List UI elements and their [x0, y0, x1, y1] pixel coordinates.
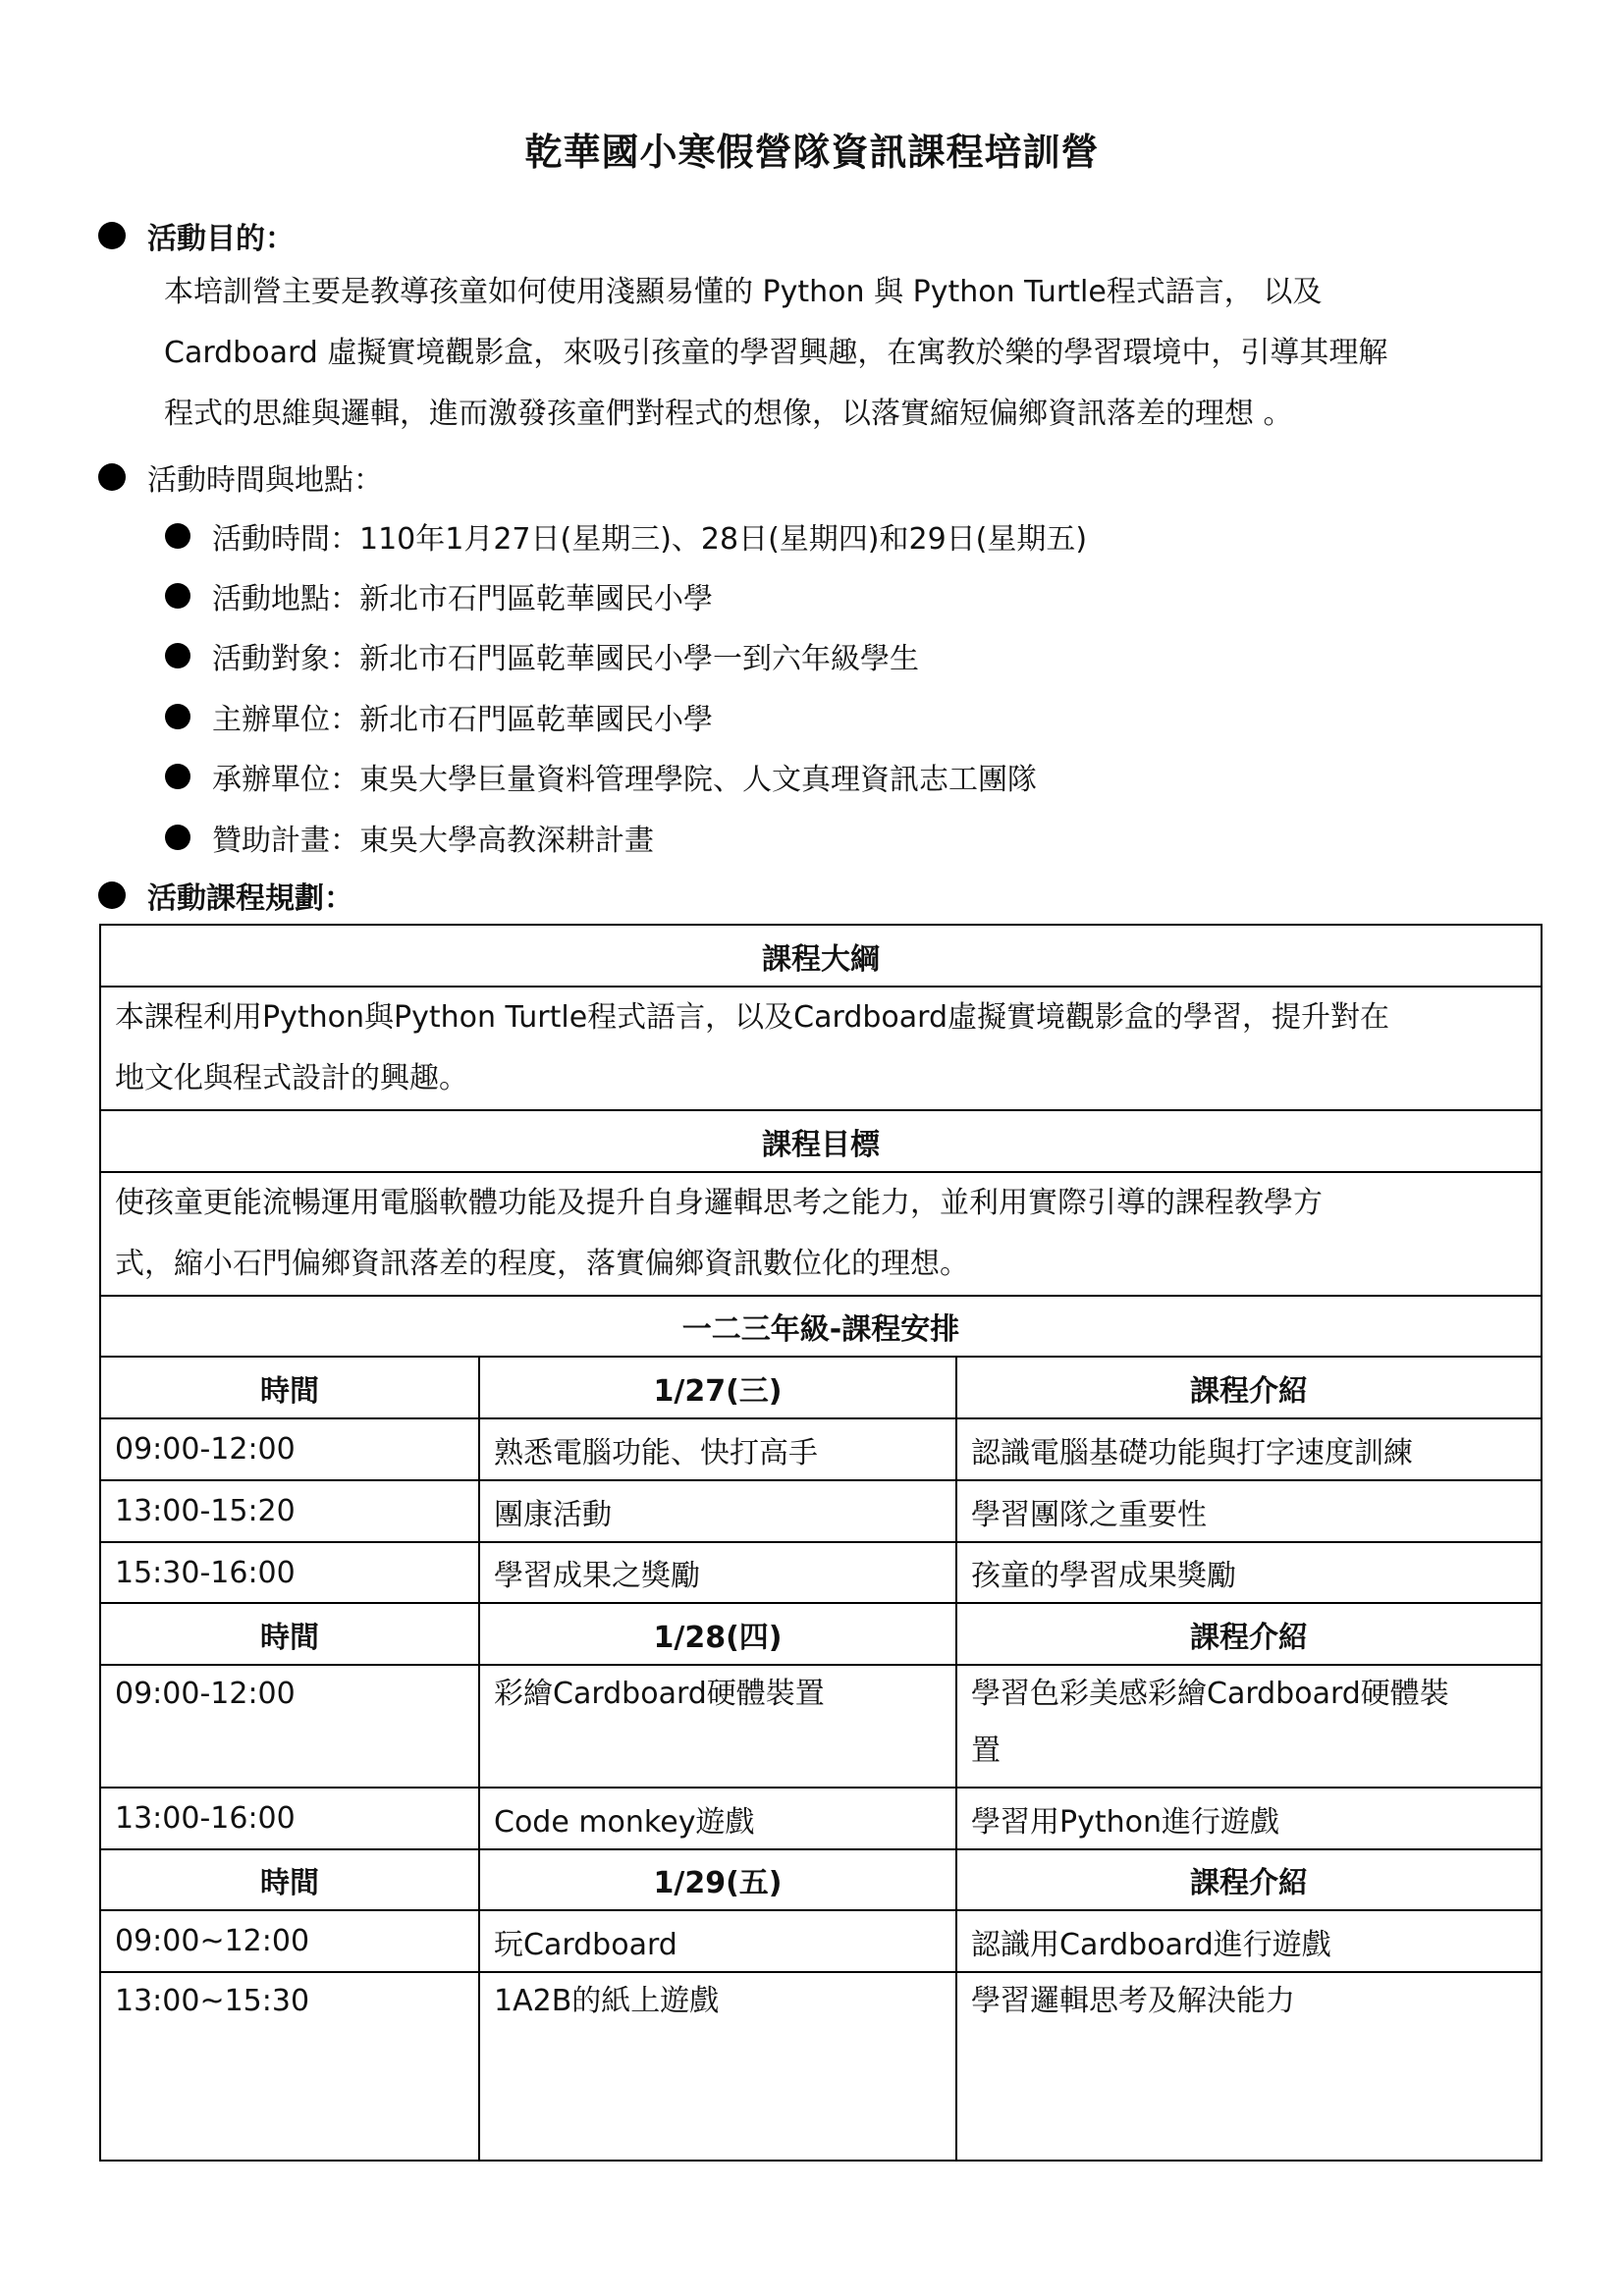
info-item	[165, 626, 1087, 686]
bullet-icon	[165, 643, 190, 668]
cell-activity: 團康活動	[479, 1480, 956, 1542]
cell-time: 13:00-15:20	[100, 1480, 479, 1542]
info-item	[165, 686, 1087, 746]
cell-intro-line: 置	[971, 1734, 1001, 1768]
info-list	[165, 506, 1087, 867]
header-date: 1/28(四)	[479, 1603, 956, 1665]
bullet-icon	[165, 583, 190, 609]
schedule-title: 一二三年級-課程安排	[100, 1296, 1542, 1357]
table-row	[100, 1788, 1542, 1849]
cell-activity: 彩繪Cardboard硬體裝置	[479, 1665, 956, 1788]
cell-time: 09:00-12:00	[100, 1665, 479, 1788]
cell-time: 13:00~15:30	[100, 1972, 479, 2161]
bullet-icon	[165, 825, 190, 850]
info-heading-text: 活動時間與地點：	[147, 463, 383, 498]
header-intro: 課程介紹	[956, 1357, 1542, 1418]
info-item	[165, 565, 1087, 625]
outline-title: 課程大綱	[100, 925, 1542, 987]
info-item-text: 活動地點：新北市石門區乾華國民小學	[212, 582, 713, 617]
cell-time: 15:30-16:00	[100, 1542, 479, 1603]
cell-time: 09:00~12:00	[100, 1910, 479, 1972]
header-time: 時間	[100, 1357, 479, 1418]
cell-activity: 1A2B的紙上遊戲	[479, 1972, 956, 2161]
cell-intro	[956, 1665, 1542, 1788]
info-item-text: 承辦單位：東吳大學巨量資料管理學院、人文真理資訊志工團隊	[212, 763, 1037, 798]
table-header-row	[100, 1849, 1542, 1910]
plan-heading-text: 活動課程規劃：	[147, 881, 353, 916]
table-row	[100, 1910, 1542, 1972]
header-intro: 課程介紹	[956, 1849, 1542, 1910]
cell-intro: 認識用Cardboard進行遊戲	[956, 1910, 1542, 1972]
purpose-heading-text: 活動目的：	[147, 222, 295, 256]
course-table	[99, 924, 1543, 2162]
cell-time: 13:00-16:00	[100, 1788, 479, 1849]
cell-intro: 學習用Python進行遊戲	[956, 1788, 1542, 1849]
info-item	[165, 747, 1087, 807]
table-row	[100, 1542, 1542, 1603]
goal-title: 課程目標	[100, 1110, 1542, 1172]
cell-intro: 認識電腦基礎功能與打字速度訓練	[956, 1418, 1542, 1480]
bullet-icon	[165, 764, 190, 789]
cell-activity: Code monkey遊戲	[479, 1788, 956, 1849]
info-item	[165, 506, 1087, 565]
bullet-icon	[165, 523, 190, 549]
outline-line: 本課程利用Python與Python Turtle程式語言，以及Cardboard虛擬實境觀影盒的學習，提升對在	[115, 1000, 1389, 1035]
header-intro: 課程介紹	[956, 1603, 1542, 1665]
info-heading	[98, 455, 383, 499]
bullet-icon	[165, 704, 190, 729]
cell-time: 09:00-12:00	[100, 1418, 479, 1480]
outline-text	[100, 987, 1542, 1110]
goal-text	[100, 1172, 1542, 1296]
header-date: 1/27(三)	[479, 1357, 956, 1418]
header-date: 1/29(五)	[479, 1849, 956, 1910]
outline-line: 地文化與程式設計的興趣。	[115, 1061, 468, 1095]
table-header-row	[100, 1357, 1542, 1418]
cell-intro: 學習團隊之重要性	[956, 1480, 1542, 1542]
info-item	[165, 807, 1087, 867]
purpose-line: 程式的思維與邏輯，進而激發孩童們對程式的想像，以落實縮短偏鄉資訊落差的理想 。	[164, 397, 1293, 431]
bullet-icon	[98, 463, 126, 491]
info-item-text: 活動時間：110年1月27日(星期三)、28日(星期四)和29日(星期五)	[212, 521, 1088, 557]
cell-intro: 孩童的學習成果獎勵	[956, 1542, 1542, 1603]
bullet-icon	[98, 881, 126, 909]
cell-activity: 學習成果之獎勵	[479, 1542, 956, 1603]
table-row	[100, 1480, 1542, 1542]
cell-activity: 熟悉電腦功能、快打高手	[479, 1418, 956, 1480]
cell-intro: 學習邏輯思考及解決能力	[956, 1972, 1542, 2161]
table-header-row	[100, 1603, 1542, 1665]
info-item-text: 贊助計畫：東吳大學高教深耕計畫	[212, 823, 654, 858]
bullet-icon	[98, 222, 126, 249]
purpose-line: Cardboard 虛擬實境觀影盒，來吸引孩童的學習興趣，在寓教於樂的學習環境中，引導其理解	[164, 336, 1388, 370]
purpose-heading	[98, 214, 295, 257]
cell-activity: 玩Cardboard	[479, 1910, 956, 1972]
header-time: 時間	[100, 1849, 479, 1910]
plan-heading	[98, 874, 353, 917]
page-title: 乾華國小寒假營隊資訊課程培訓營	[524, 131, 1100, 174]
table-row	[100, 1418, 1542, 1480]
purpose-line: 本培訓營主要是教導孩童如何使用淺顯易懂的 Python 與 Python Turtle程式語言， 以及	[164, 275, 1323, 309]
goal-line: 式，縮小石門偏鄉資訊落差的程度，落實偏鄉資訊數位化的理想。	[115, 1247, 969, 1281]
info-item-text: 活動對象：新北市石門區乾華國民小學一到六年級學生	[212, 642, 919, 677]
purpose-paragraph	[164, 262, 1539, 445]
goal-line: 使孩童更能流暢運用電腦軟體功能及提升自身邏輯思考之能力，並利用實際引導的課程教學方	[115, 1186, 1323, 1220]
info-item-text: 主辦單位：新北市石門區乾華國民小學	[212, 702, 713, 737]
cell-intro-line: 學習色彩美感彩繪Cardboard硬體裝	[971, 1677, 1449, 1711]
table-row	[100, 1972, 1542, 2161]
table-row	[100, 1665, 1542, 1788]
header-time: 時間	[100, 1603, 479, 1665]
